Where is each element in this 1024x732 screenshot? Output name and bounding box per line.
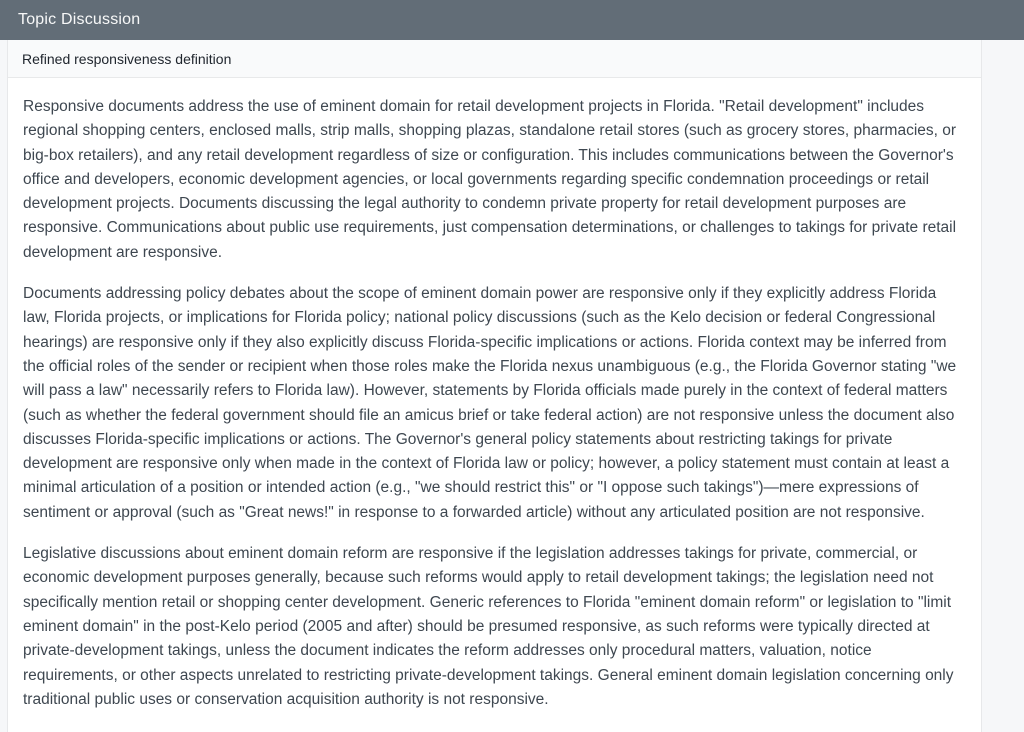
topic-discussion-card [7,40,982,732]
page-background [0,40,1024,732]
panel-header [0,0,1024,40]
definition-paragraph-3: Legislative discussions about eminent domain reform are responsive if the legislation addresses takings for private, commercial, or economic development purposes generally, because such reforms would apply to retail development takings; the legislation need not specifically mention retail or shopping center development. Generic references to Florida "eminent domain reform" or legislation to "limit eminent domain" in the post-Kelo period (2005 and after) should be presumed responsive, as such reforms were typically directed at private-development takings, unless the document indicates the reform addresses only procedural matters, valuation, notice requirements, or other aspects unrelated to restricting private-development takings. General eminent domain legislation concerning only traditional public uses or conservation acquisition authority is not responsive. [23,545,954,708]
definition-body [8,78,981,712]
definition-paragraph-1: Responsive documents address the use of eminent domain for retail development projects in Florida. "Retail development" includes regional shopping centers, enclosed malls, strip malls, shopping plazas, standalone retail stores (such as grocery stores, pharmacies, or big-box retailers), and any retail development regardless of size or configuration. This includes communications between the Governor's office and developers, economic development agencies, or local governments regarding specific condemnation proceedings or retail development projects. Documents discussing the legal authority to condemn private property for retail development purposes are responsive. Communications about public use requirements, just compensation determinations, or challenges to takings for private retail development are responsive. [23,98,957,261]
definition-paragraph-2: Documents addressing policy debates about the scope of eminent domain power are responsive only if they explicitly address Florida law, Florida projects, or implications for Florida policy; national policy discussions (such as the Kelo decision or federal Congressional hearings) are responsive only if they also explicitly discuss Florida-specific implications or actions. Florida context may be inferred from the official roles of the sender or recipient when those roles make the Florida nexus unambiguous (e.g., the Florida Governor stating "we will pass a law" necessarily refers to Florida law). However, statements by Florida officials made purely in the context of federal matters (such as whether the federal government should file an amicus brief or take federal action) are not responsive unless the document also discusses Florida-specific implications or actions. The Governor's general policy statements about restricting takings for private development are responsive only when made in the context of Florida law or policy; however, a policy statement must contain at least a minimal articulation of a position or intended action (e.g., "we should restrict this" or "I oppose such takings")—mere expressions of sentiment or approval (such as "Great news!" in response to a forwarded article) without any articulated position are not responsive. [23,285,957,521]
panel-title: Topic Discussion [18,11,141,28]
section-subheader-label: Refined responsiveness definition [22,51,232,67]
section-subheader [8,40,981,78]
